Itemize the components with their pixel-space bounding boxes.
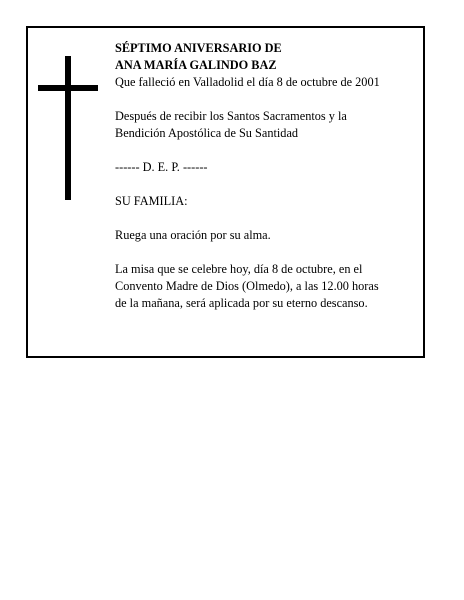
mass-line-2: Convento Madre de Dios (Olmedo), a las 12.00 horas [115, 279, 379, 293]
cross-horizontal-bar [38, 85, 98, 91]
notice-text-block [115, 40, 415, 312]
prayer-request: Ruega una oración por su alma. [115, 228, 271, 242]
mass-line-3: de la mañana, será aplicada por su eterno descanso. [115, 296, 368, 310]
rip-line: ------ D. E. P. ------ [115, 160, 208, 174]
obituary-notice-frame [26, 26, 425, 358]
notice-title-line-1: SÉPTIMO ANIVERSARIO DE [115, 41, 282, 55]
cross-vertical-bar [65, 56, 71, 200]
mass-line-1: La misa que se celebre hoy, día 8 de octubre, en el [115, 262, 363, 276]
death-info: Que falleció en Valladolid el día 8 de octubre de 2001 [115, 75, 380, 89]
cross-icon [38, 56, 98, 200]
family-heading: SU FAMILIA: [115, 194, 188, 208]
sacraments-line-1: Después de recibir los Santos Sacramentos y la [115, 109, 347, 123]
sacraments-line-2: Bendición Apostólica de Su Santidad [115, 126, 299, 140]
notice-title-line-2: ANA MARÍA GALINDO BAZ [115, 58, 277, 72]
